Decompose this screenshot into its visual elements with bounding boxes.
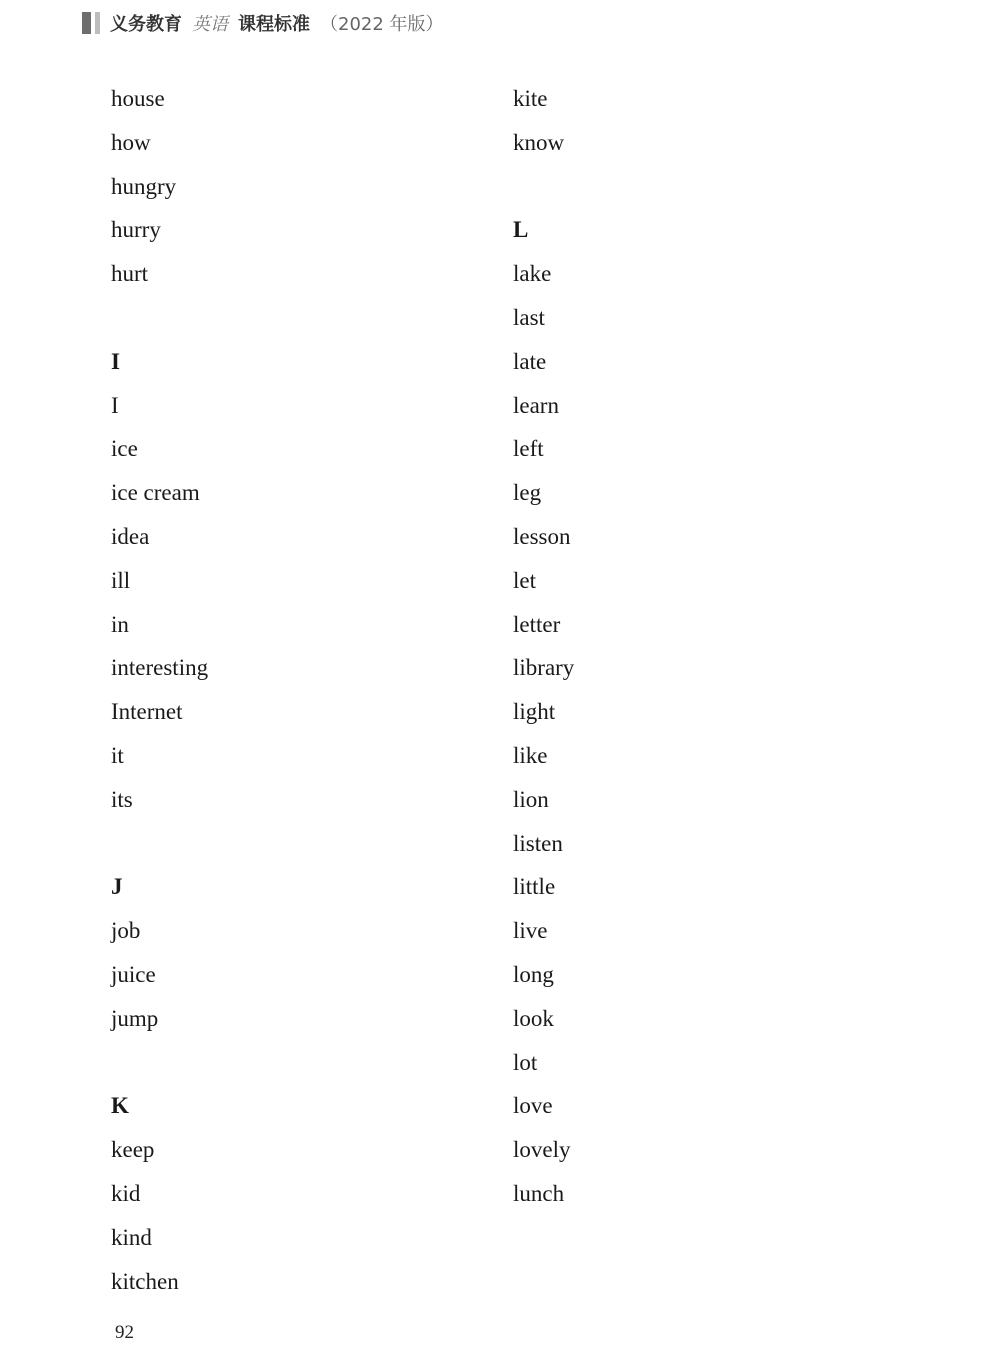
- vocabulary-word: know: [513, 129, 565, 155]
- vocabulary-word: love: [513, 1093, 553, 1119]
- vocabulary-word: letter: [513, 611, 561, 637]
- vocabulary-word: house: [111, 86, 165, 111]
- vocabulary-word: keep: [111, 1137, 155, 1163]
- vocabulary-word: job: [111, 918, 141, 944]
- header-title: 课程标准: [238, 14, 310, 35]
- vocabulary-word: hurry: [111, 217, 161, 243]
- vocabulary-word: jump: [111, 1005, 159, 1031]
- vocabulary-word: ill: [111, 567, 131, 593]
- vocabulary-word: library: [513, 655, 575, 681]
- vocabulary-word: ice cream: [111, 480, 200, 506]
- page-number: 92: [115, 1322, 134, 1343]
- vocabulary-word: ice: [111, 436, 138, 462]
- section-spacer: [111, 1041, 471, 1085]
- vocabulary-word: lesson: [513, 523, 571, 549]
- vocabulary-word: lunch: [513, 1180, 565, 1206]
- vocabulary-word: live: [513, 918, 548, 944]
- section-letter-heading: J: [111, 874, 123, 900]
- vocabulary-word: little: [513, 874, 556, 900]
- vocabulary-word: juice: [111, 961, 156, 987]
- vocabulary-word: listen: [513, 830, 563, 856]
- vocabulary-word: Internet: [111, 699, 183, 725]
- vocabulary-word: light: [513, 699, 556, 725]
- vocabulary-word: hurt: [111, 261, 149, 287]
- vocabulary-word: kite: [513, 86, 548, 111]
- vocabulary-word: how: [111, 129, 151, 155]
- header-series: 义务教育: [110, 14, 182, 35]
- header-dark-bar: [82, 12, 91, 34]
- vocabulary-word: it: [111, 742, 124, 768]
- section-spacer: [513, 165, 873, 209]
- word-list-right-column: [513, 77, 873, 1216]
- vocabulary-word: hungry: [111, 173, 177, 199]
- header-bar-marks: [82, 12, 100, 34]
- vocabulary-word: kind: [111, 1224, 152, 1250]
- vocabulary-word: left: [513, 436, 544, 462]
- vocabulary-word: interesting: [111, 655, 209, 681]
- header-edition: （2022 年版）: [320, 14, 444, 35]
- section-spacer: [111, 296, 471, 340]
- vocabulary-word: look: [513, 1005, 554, 1031]
- vocabulary-word: lot: [513, 1049, 538, 1075]
- vocabulary-word: in: [111, 611, 129, 637]
- section-letter-heading: K: [111, 1093, 129, 1119]
- vocabulary-word: kitchen: [111, 1268, 179, 1294]
- vocabulary-word: I: [111, 392, 119, 418]
- word-list-left-column: [111, 77, 471, 1303]
- header-light-bar: [95, 12, 100, 34]
- section-spacer: [111, 822, 471, 866]
- running-header: [82, 8, 444, 38]
- section-letter-heading: I: [111, 348, 120, 374]
- vocabulary-word: lovely: [513, 1137, 571, 1163]
- vocabulary-word: late: [513, 348, 547, 374]
- vocabulary-word: idea: [111, 523, 150, 549]
- vocabulary-word: kid: [111, 1180, 141, 1206]
- vocabulary-word: its: [111, 786, 133, 812]
- vocabulary-word: learn: [513, 392, 559, 418]
- vocabulary-word: lion: [513, 786, 549, 812]
- header-text: [110, 10, 444, 36]
- vocabulary-word: leg: [513, 480, 542, 506]
- vocabulary-word: like: [513, 742, 548, 768]
- vocabulary-word: lake: [513, 261, 552, 287]
- vocabulary-word: last: [513, 304, 545, 330]
- header-subject: 英语: [192, 14, 228, 35]
- vocabulary-word: let: [513, 567, 536, 593]
- section-letter-heading: L: [513, 217, 529, 243]
- vocabulary-word: long: [513, 961, 554, 987]
